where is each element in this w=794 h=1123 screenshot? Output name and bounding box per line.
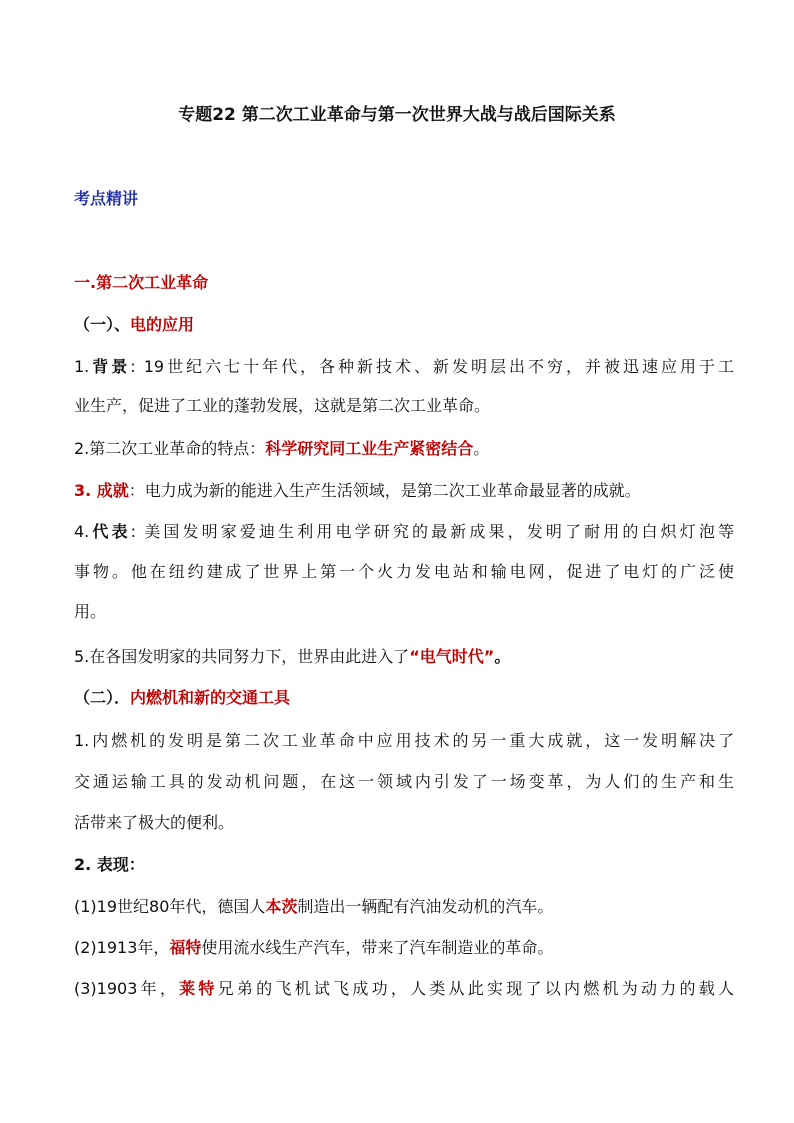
features-text: 2.第二次工业革命的特点： (74, 439, 266, 458)
subsection-2-prefix: （二）． (74, 688, 131, 707)
representative-label: 代表 (89, 522, 131, 541)
list-item-highlight: 莱特 (179, 979, 218, 998)
paragraph-number: 1. (74, 357, 90, 376)
electric-age-text: 5.在各国发明家的共同努力下，世界由此进入了 (74, 647, 410, 666)
paragraph-achievement (74, 479, 734, 503)
list-item (74, 895, 734, 919)
achievement-label: 3. 成就 (74, 481, 129, 500)
subsection-2-label: 内燃机和新的交通工具 (130, 688, 291, 707)
section-kaodian-heading: 考点精讲 (74, 189, 139, 208)
list-item-pre: (3)1903年， (74, 979, 180, 998)
list-item (74, 977, 734, 1001)
page-title: 专题22 第二次工业革命与第一次世界大战与战后国际关系 (178, 105, 616, 125)
background-label: 背景 (89, 357, 131, 376)
electric-age-highlight: “电气时代” (409, 647, 495, 666)
paragraph-background-line-2: 业生产，促进了工业的蓬勃发展，这就是第二次工业革命。 (74, 396, 491, 415)
paragraph-engine-line-1: 1.内燃机的发明是第二次工业革命中应用技术的另一重大成就，这一发明解决了 (74, 731, 734, 750)
list-item-pre: (2)1913年， (74, 938, 170, 957)
paragraph-representative-line-2: 事物。他在纽约建成了世界上第一个火力发电站和输电网，促进了电灯的广泛使 (74, 562, 734, 581)
section-1-heading: 一.第二次工业革命 (74, 273, 209, 292)
features-end: 。 (473, 439, 490, 458)
paragraph-engine-line-2: 交通运输工具的发动机问题，在这一领域内引发了一场变革，为人们的生产和生 (74, 772, 734, 791)
paragraph-features (74, 437, 734, 461)
paragraph-background-line-1 (74, 355, 734, 379)
list-item-post: 制造出一辆配有汽油发动机的汽车。 (297, 897, 554, 916)
subsection-1-label: 电的应用 (130, 315, 195, 334)
subsection-2-heading (74, 686, 734, 710)
paragraph-electric-age (74, 645, 734, 669)
subsection-1-heading (74, 313, 734, 337)
achievement-text: ：电力成为新的能进入生产生活领域，是第二次工业革命最显著的成就。 (128, 481, 641, 500)
paragraph-representative-line-1 (74, 520, 734, 544)
paragraph-representative-line-3: 用。 (74, 602, 107, 621)
list-item-post: 使用流水线生产汽车，带来了汽车制造业的革命。 (201, 938, 554, 957)
list-item-post: 兄弟的飞机试飞成功，人类从此实现了以内燃机为动力的载人 (217, 979, 734, 998)
electric-age-end: 。 (494, 647, 511, 666)
paragraph-number: 4. (74, 522, 90, 541)
representative-text: : 美国发明家爱迪生利用电学研究的最新成果，发明了耐用的白炽灯泡等 (130, 522, 734, 541)
list-item-highlight: 福特 (169, 938, 202, 957)
list-item-highlight: 本茨 (265, 897, 298, 916)
background-text: : 19世纪六七十年代，各种新技术、新发明层出不穷，并被迅速应用于工 (130, 357, 734, 376)
list-item (74, 936, 734, 960)
paragraph-engine-line-3: 活带来了极大的便利。 (74, 813, 235, 832)
subsection-1-prefix: （一）、 (74, 315, 131, 334)
list-item-pre: (1)19世纪80年代，德国人 (74, 897, 266, 916)
paragraph-manifestation-label: 2. 表现： (74, 855, 145, 874)
features-highlight: 科学研究同工业生产紧密结合 (265, 439, 474, 458)
